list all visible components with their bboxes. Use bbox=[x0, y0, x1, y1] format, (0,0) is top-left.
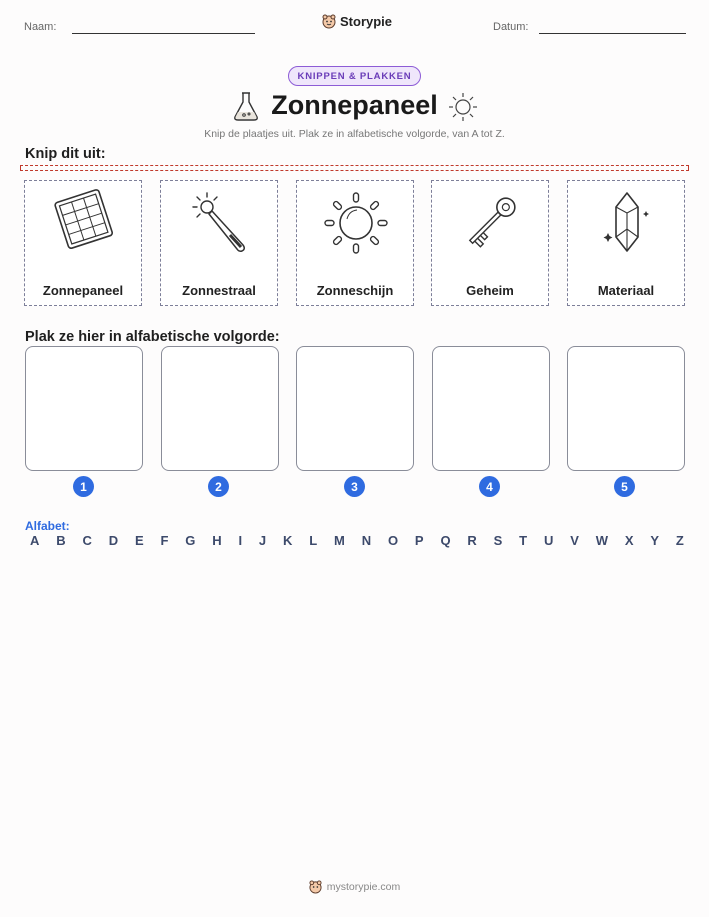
paste-slot-2[interactable] bbox=[161, 346, 279, 471]
page-title: Zonnepaneel bbox=[271, 90, 438, 120]
storypie-mascot-icon bbox=[322, 14, 336, 29]
key-icon bbox=[456, 189, 526, 255]
alphabet-letter: U bbox=[543, 533, 554, 548]
alphabet-letter: X bbox=[624, 533, 634, 548]
card-label: Zonnepaneel bbox=[42, 283, 124, 298]
alphabet-letter: O bbox=[387, 533, 399, 548]
storypie-mascot-icon bbox=[309, 880, 322, 894]
instructions: Knip de plaatjes uit. Plak ze in alfabetische volgorde, van A tot Z. bbox=[204, 128, 505, 140]
brand-logo bbox=[322, 14, 392, 29]
sun-ray-wand-icon bbox=[185, 189, 255, 255]
picture-card-5[interactable] bbox=[567, 180, 685, 306]
paste-slot-5[interactable] bbox=[567, 346, 685, 471]
picture-card-3[interactable] bbox=[296, 180, 414, 306]
alphabet-letter: G bbox=[185, 533, 196, 548]
card-label: Zonneschijn bbox=[316, 283, 394, 298]
name-write-line bbox=[72, 33, 255, 34]
alphabet-letter: B bbox=[56, 533, 66, 548]
alphabet-row bbox=[30, 533, 684, 548]
paste-slot-3[interactable] bbox=[296, 346, 414, 471]
cut-line bbox=[20, 165, 689, 171]
solar-panel-icon bbox=[49, 189, 119, 251]
date-label: Datum: bbox=[493, 21, 529, 33]
alphabet-letter: A bbox=[30, 533, 40, 548]
picture-card-4[interactable] bbox=[431, 180, 549, 306]
picture-card-2[interactable] bbox=[160, 180, 278, 306]
alphabet-letter: M bbox=[334, 533, 345, 548]
alphabet-letter: W bbox=[595, 533, 608, 548]
alphabet-letter: T bbox=[519, 533, 528, 548]
sun-icon bbox=[321, 189, 391, 255]
alphabet-label: Alfabet: bbox=[25, 519, 70, 533]
paste-slot-1[interactable] bbox=[25, 346, 143, 471]
alphabet-letter: K bbox=[283, 533, 293, 548]
alphabet-letter: Z bbox=[675, 533, 684, 548]
alphabet-letter: L bbox=[309, 533, 318, 548]
paste-heading: Plak ze hier in alfabetische volgorde: bbox=[25, 329, 280, 345]
slot-number-3: 3 bbox=[344, 476, 365, 497]
brand-name: Storypie bbox=[340, 14, 393, 29]
crystal-icon bbox=[592, 189, 662, 255]
alphabet-letter: N bbox=[361, 533, 372, 548]
alphabet-letter: V bbox=[570, 533, 579, 548]
alphabet-letter: C bbox=[82, 533, 92, 548]
activity-badge: KNIPPEN & PLAKKEN bbox=[288, 66, 421, 86]
slot-number-5: 5 bbox=[614, 476, 635, 497]
alphabet-letter: D bbox=[108, 533, 119, 548]
footer bbox=[0, 880, 709, 894]
cut-heading: Knip dit uit: bbox=[25, 146, 106, 162]
alphabet-letter: H bbox=[212, 533, 222, 548]
card-label: Materiaal bbox=[597, 283, 655, 298]
alphabet-letter: Y bbox=[650, 533, 660, 548]
slot-number-1: 1 bbox=[73, 476, 94, 497]
name-label: Naam: bbox=[24, 21, 57, 33]
alphabet-letter: I bbox=[238, 533, 243, 548]
sun-doodle-icon bbox=[447, 91, 479, 123]
footer-url[interactable]: mystorypie.com bbox=[326, 881, 401, 893]
paste-slot-4[interactable] bbox=[432, 346, 550, 471]
alphabet-letter: P bbox=[414, 533, 424, 548]
slot-number-2: 2 bbox=[208, 476, 229, 497]
date-write-line bbox=[539, 33, 686, 34]
alphabet-letter: S bbox=[493, 533, 503, 548]
alphabet-letter: J bbox=[258, 533, 267, 548]
alphabet-letter: F bbox=[160, 533, 169, 548]
alphabet-letter: R bbox=[467, 533, 477, 548]
card-label: Geheim bbox=[466, 283, 514, 298]
alphabet-letter: Q bbox=[440, 533, 451, 548]
alphabet-letter: E bbox=[134, 533, 144, 548]
slot-number-4: 4 bbox=[479, 476, 500, 497]
picture-card-1[interactable] bbox=[24, 180, 142, 306]
card-label: Zonnestraal bbox=[182, 283, 256, 298]
